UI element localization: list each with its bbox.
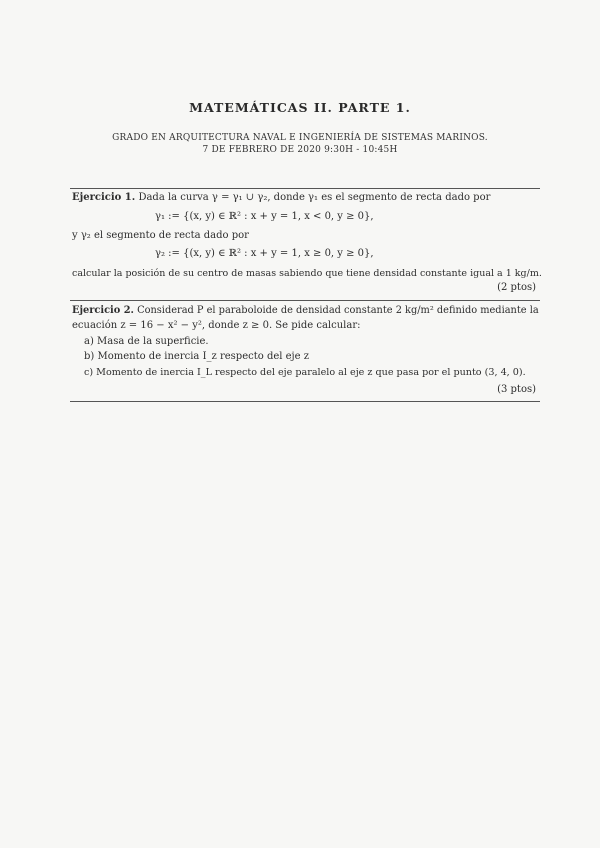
exercise1-label: Ejercicio 1. [72,192,136,203]
exercise2-points: (3 ptos) [497,384,536,395]
exercise1-intro: Dada la curva γ = γ₁ ∪ γ₂, donde γ₁ es el segmento de recta dado por [138,192,491,203]
exercise2-label: Ejercicio 2. [72,305,134,316]
exercise1-gamma1: γ₁ := {(x, y) ∈ ℝ² : x + y = 1, x < 0, y ≥ 0}, [155,211,374,222]
exercise2-item-c: c) Momento de inercia I_L respecto del eje paralelo al eje z que pasa por el punto (3, 4, 0). [84,367,526,378]
date-line: 7 DE FEBRERO DE 2020 9:30H - 10:45H [202,145,398,155]
divider-top [70,188,540,189]
divider-bottom [70,401,540,402]
exercise2-item-a: a) Masa de la superficie. [84,336,209,347]
exercise1-points: (2 ptos) [497,282,536,293]
exercise1-and-gamma2: y γ₂ el segmento de recta dado por [72,230,249,241]
exercise1-gamma2: γ₂ := {(x, y) ∈ ℝ² : x + y = 1, x ≥ 0, y ≥ 0}, [155,248,374,259]
exercise2-intro-line2: ecuación z = 16 − x² − y², donde z ≥ 0. Se pide calcular: [72,320,361,331]
exercise2-intro-line1 [72,305,539,316]
exercise2-intro: Considerad P el paraboloide de densidad constante 2 kg/m² definido mediante la [137,305,539,316]
divider-middle [70,300,540,301]
page-title: MATEMÁTICAS II. PARTE 1. [189,100,411,115]
exercise2-item-b: b) Momento de inercia I_z respecto del eje z [84,351,310,362]
degree-line: GRADO EN ARQUITECTURA NAVAL E INGENIERÍA DE SISTEMAS MARINOS. [112,133,488,143]
exercise1-task: calcular la posición de su centro de masas sabiendo que tiene densidad constante igual a 1 kg/m. [72,268,542,279]
exercise1-intro-line [72,192,490,203]
